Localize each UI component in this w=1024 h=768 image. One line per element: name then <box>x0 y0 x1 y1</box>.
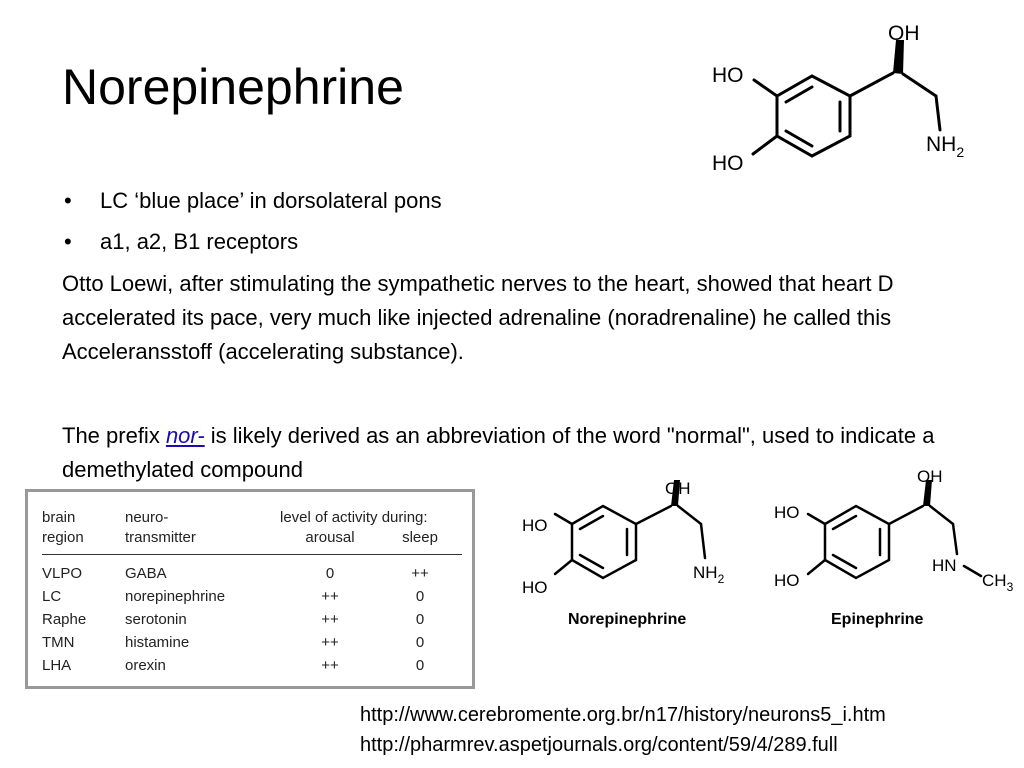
loewi-paragraph: Otto Loewi, after stimulating the sympathetic nerves to the heart, showed that heart D accelerated its pace, very much like injected adrenaline (noradrenaline) he called this Acceleransstoff (accelerating substance). <box>62 271 894 364</box>
cell: ++ <box>321 611 339 628</box>
bullet-dot: • <box>64 188 72 213</box>
norepinephrine-structure-top <box>690 18 990 188</box>
ho-label: HO <box>712 64 744 87</box>
activity-table-grid <box>42 508 460 677</box>
subscript-3: 3 <box>1006 580 1014 594</box>
ho-label: HO <box>712 152 744 175</box>
nh2-label <box>693 563 725 586</box>
table-row <box>42 608 460 631</box>
ho-label: HO <box>522 578 548 597</box>
table-header-divider <box>42 554 462 555</box>
nh-text: NH <box>693 563 718 582</box>
header-activity: level of activity during: <box>280 509 428 526</box>
header-brain-region <box>42 508 125 548</box>
oh-label: OH <box>917 467 943 486</box>
slide-title: Norepinephrine <box>62 59 404 115</box>
header-text: neuro- <box>125 509 169 526</box>
bullet-item <box>62 185 942 217</box>
bullet-text: a1, a2, B1 receptors <box>100 229 299 254</box>
cell: ++ <box>411 565 429 582</box>
hn-label: HN <box>932 556 957 575</box>
table-row <box>42 562 460 585</box>
nh-text: NH <box>926 133 957 156</box>
table-row <box>42 631 460 654</box>
cell: ++ <box>321 657 339 674</box>
bullet-list <box>62 185 942 267</box>
reference-link: http://www.cerebromente.org.br/n17/history/neurons5_i.htm <box>360 704 886 726</box>
header-text: region <box>42 529 84 546</box>
cell: 0 <box>415 588 425 605</box>
nh2-label <box>926 133 964 160</box>
bullet-text: LC ‘blue place’ in dorsolateral pons <box>100 188 442 213</box>
ho-label: HO <box>522 516 548 535</box>
cell: LHA <box>42 657 72 674</box>
cell: 0 <box>415 634 425 651</box>
oh-label: OH <box>665 479 691 498</box>
cell: histamine <box>125 634 190 651</box>
oh-label: OH <box>888 22 920 45</box>
header-neurotransmitter <box>125 508 280 548</box>
ch3-label <box>982 571 1014 594</box>
activity-table <box>25 489 475 689</box>
cell: orexin <box>125 657 166 674</box>
epinephrine-caption: Epinephrine <box>831 611 924 628</box>
nor-link[interactable]: nor- <box>165 423 205 448</box>
cell: GABA <box>125 565 167 582</box>
cell: TMN <box>42 634 75 651</box>
table-row <box>42 585 460 608</box>
cell: ++ <box>321 634 339 651</box>
cell: 0 <box>415 611 425 628</box>
bullet-dot: • <box>64 229 72 254</box>
norepinephrine-epinephrine-structures <box>515 462 1020 642</box>
bullet-item <box>62 226 942 258</box>
subscript-2: 2 <box>956 144 965 160</box>
cell: norepinephrine <box>125 588 226 605</box>
norepinephrine-caption: Norepinephrine <box>568 611 687 628</box>
cell: VLPO <box>42 565 83 582</box>
subscript-2: 2 <box>717 572 725 586</box>
cell: 0 <box>415 657 425 674</box>
prefix-text: The prefix <box>62 423 166 448</box>
suffix-text: is likely derived as an abbreviation of the word "normal", used to indicate a demethylated compound <box>62 423 935 482</box>
header-text: brain <box>42 509 76 526</box>
table-row <box>42 654 460 677</box>
cell: 0 <box>325 565 335 582</box>
header-text: transmitter <box>125 529 196 546</box>
cell: serotonin <box>125 611 187 628</box>
reference-link: http://pharmrev.aspetjournals.org/content/59/4/289.full <box>360 734 838 756</box>
header-spacer <box>42 548 460 562</box>
ho-label: HO <box>774 571 800 590</box>
norepinephrine-structure <box>522 479 725 628</box>
ch-text: CH <box>982 571 1007 590</box>
cell: Raphe <box>42 611 87 628</box>
references <box>360 700 886 760</box>
ho-label: HO <box>774 503 800 522</box>
header-arousal: arousal <box>305 529 355 546</box>
cell: LC <box>42 588 62 605</box>
header-sleep: sleep <box>402 529 438 546</box>
epinephrine-structure <box>774 467 1014 628</box>
cell: ++ <box>321 588 339 605</box>
